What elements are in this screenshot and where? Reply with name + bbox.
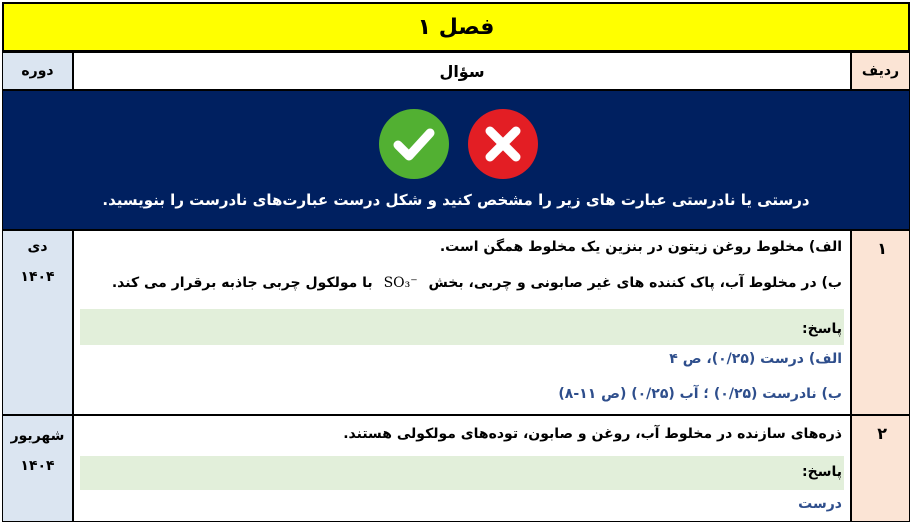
header-radif: ردیف <box>851 52 910 90</box>
q1-line-b <box>112 275 842 291</box>
q2-line: ذره‌های سازنده در مخلوط آب، روغن و صابون، توده‌های مولکولی هستند. <box>343 426 842 442</box>
q2-number: ۲ <box>877 424 887 443</box>
header-question: سؤال <box>73 52 851 90</box>
q2-answer-band <box>80 456 844 490</box>
q1-answer-a: الف) درست (۰/۲۵)، ص ۴ <box>669 351 842 367</box>
x-icon <box>468 109 538 179</box>
chapter-title <box>2 2 910 52</box>
q1-number: ۱ <box>877 239 887 258</box>
instruction-text: درستی یا نادرستی عبارت های زیر را مشخص کنید و شکل درست عبارت‌های نادرست را بنویسید. <box>102 191 810 209</box>
header-dore: دوره <box>2 52 73 90</box>
q1-period-cell <box>2 230 73 415</box>
instruction-banner <box>2 90 910 230</box>
q2-answer: درست <box>798 496 842 512</box>
q2-number-cell <box>851 415 910 522</box>
q2-answer-label: پاسخ: <box>802 464 842 480</box>
q2-question-cell <box>73 415 851 522</box>
q2-period-cell <box>2 415 73 522</box>
q1-period-year: ۱۴۰۴ <box>20 269 55 285</box>
so3-formula: SO₃⁻ <box>383 275 418 291</box>
q1-line-b-text: ب) در مخلوط آب، پاک کننده های غیر صابونی و چربی، بخش <box>428 275 842 291</box>
chapter-title-text: فصل ۱ <box>417 14 495 40</box>
q1-answer-b: ب) نادرست (۰/۲۵) ؛ آب (۰/۲۵) (ص ۱۱-۸) <box>558 386 842 402</box>
q1-line-a: الف) مخلوط روغن زیتون در بنزین یک مخلوط همگن است. <box>439 239 842 255</box>
q2-period-month: شهریور <box>10 428 65 444</box>
q1-answer-band <box>80 309 844 345</box>
q1-line-b-text-2: با مولکول چربی جاذبه برقرار می کند. <box>111 275 373 291</box>
q1-answer-label: پاسخ: <box>802 321 842 337</box>
q1-number-cell <box>851 230 910 415</box>
check-icon <box>379 109 449 179</box>
q1-question-cell <box>73 230 851 415</box>
q2-period-year: ۱۴۰۴ <box>20 458 55 474</box>
q1-period-month: دی <box>27 239 48 255</box>
